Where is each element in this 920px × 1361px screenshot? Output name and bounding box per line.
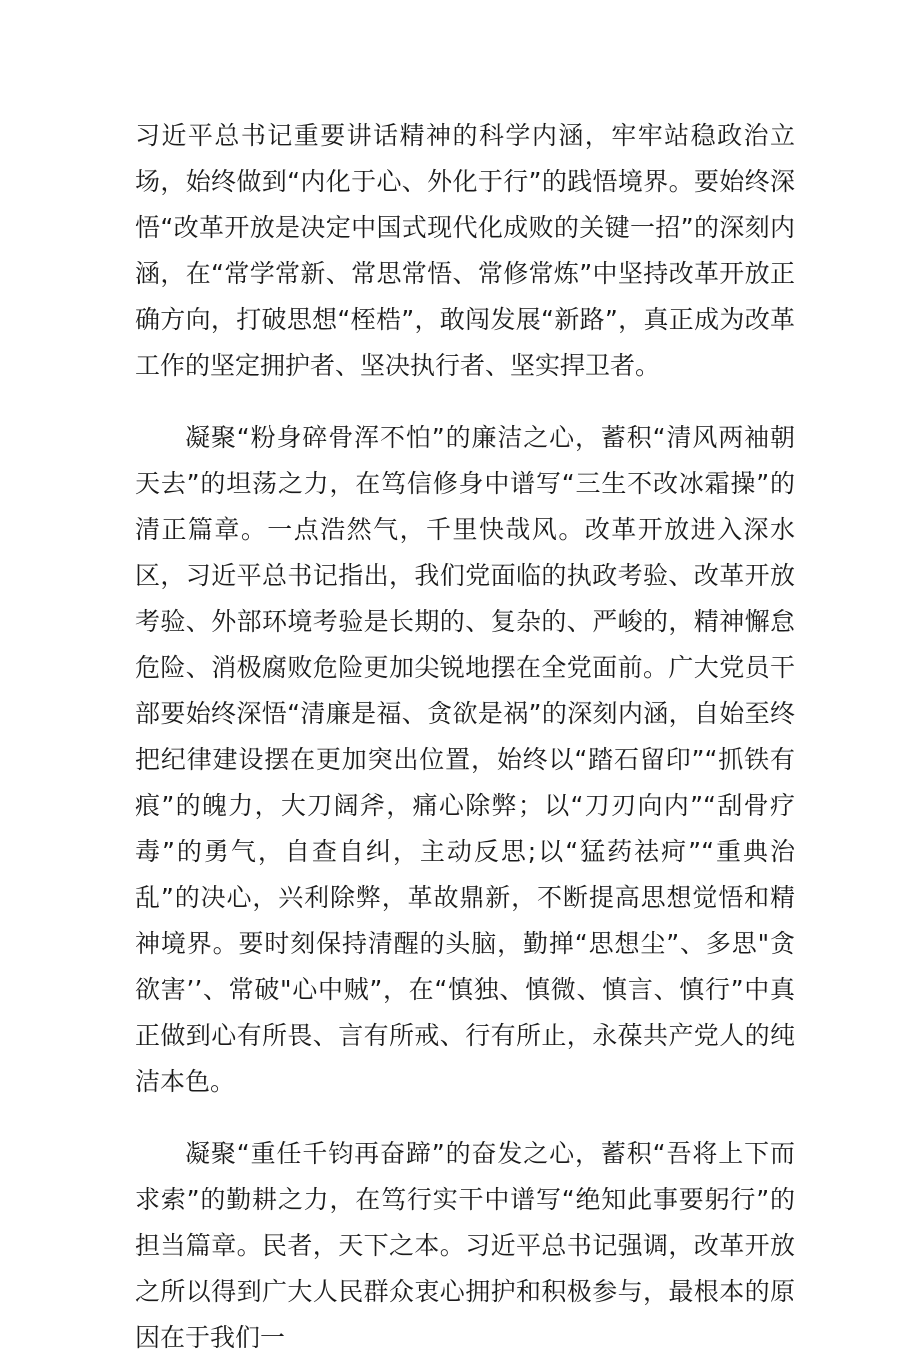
paragraph-2: 凝聚“粉身碎骨浑不怕”的廉洁之心，蓄积“清风两袖朝天去”的坦荡之力，在笃信修身中谱写“三生不改冰霜操”的清正篇章。一点浩然气，千里快哉风。改革开放进入深水区，习近平总书记指出，我们党面临的执政考验、改革开放考验、外部环境考验是长期的、复杂的、严峻的，精神懈怠危险、消极腐败危险更加尖锐地摆在全党面前。广大党员干部要始终深悟“清廉是福、贪欲是祸”的深刻内涵，自始至终把纪律建设摆在更加突出位置，始终以“踏石留印”“抓铁有痕”的魄力，大刀阔斧，痛心除弊；以“刀刃向内”“刮骨疗毒”的勇气，自查自纠，主动反思;以“猛药祛疴”“重典治乱”的决心，兴利除弊，革故鼎新，不断提高思想觉悟和精神境界。要时刻保持清醒的头脑，勤掸“思想尘”、多思"贪欲害’’、常破"心中贼”，在“慎独、慎微、慎言、慎行”中真正做到心有所畏、言有所戒、行有所止，永葆共产党人的纯洁本色。: [135, 423, 795, 1096]
paragraph-3: 凝聚“重任千钧再奋蹄”的奋发之心，蓄积“吾将上下而求索”的勤耕之力，在笃行实干中谱写“绝知此事要躬行”的担当篇章。民者，天下之本。习近平总书记强调，改革开放之所以得到广大人民群众衷心拥护和积极参与，最根本的原因在于我们一: [135, 1139, 795, 1352]
paragraph-1: 习近平总书记重要讲话精神的科学内涵，牢牢站稳政治立场，始终做到“内化于心、外化于行”的践悟境界。要始终深悟“改革开放是决定中国式现代化成败的关键一招”的深刻内涵，在“常学常新、常思常悟、常修常炼”中坚持改革开放正确方向，打破思想“桎梏”，敢闯发展“新路”，真正成为改革工作的坚定拥护者、坚决执行者、坚实捍卫者。: [135, 121, 795, 380]
document-body: [135, 113, 795, 1361]
